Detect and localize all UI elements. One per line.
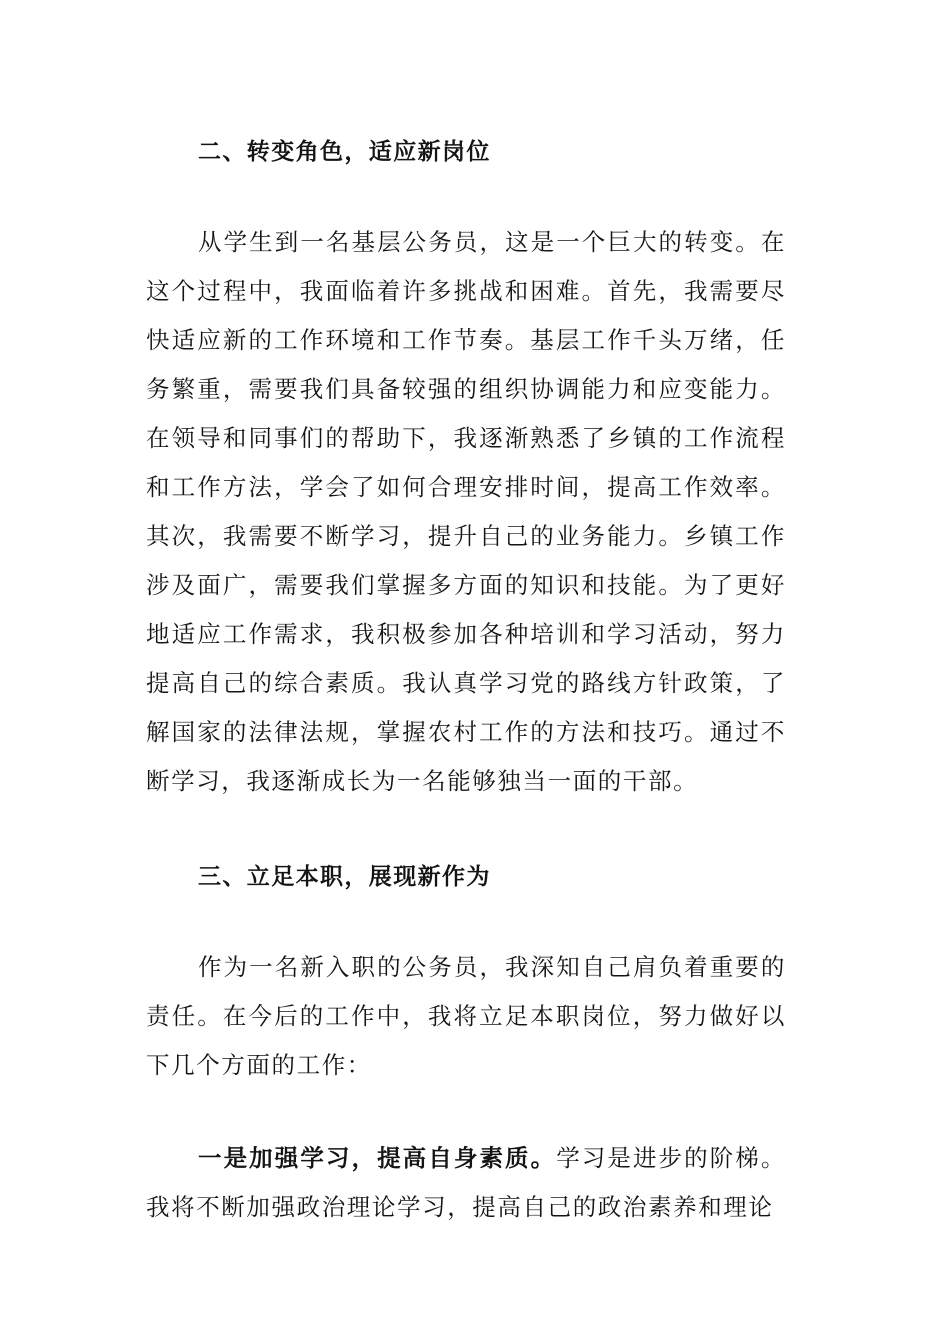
section-2-paragraph: 从学生到一名基层公务员，这是一个巨大的转变。在这个过程中，我面临着许多挑战和困难。首先，我需要尽快适应新的工作环境和工作节奏。基层工作千头万绪，任务繁重，需要我们具备较强的组织协调能力和应变能力。在领导和同事们的帮助下，我逐渐熟悉了乡镇的工作流程和工作方法，学会了如何合理安排时间，提高工作效率。其次，我需要不断学习，提升自己的业务能力。乡镇工作涉及面广，需要我们掌握多方面的知识和技能。为了更好地适应工作需求，我积极参加各种培训和学习活动，努力提高自己的综合素质。我认真学习党的路线方针政策，了解国家的法律法规，掌握农村工作的方法和技巧。通过不断学习，我逐渐成长为一名能够独当一面的干部。: [146, 228, 786, 795]
point-1-text: 学习是进步的阶梯。我将不断加强政治理论学习，提高自己的政治素养和理论: [146, 1144, 786, 1221]
section-heading-3: 三、立足本职，展现新作为: [198, 864, 491, 890]
spacer: [146, 177, 786, 218]
spacer: [146, 806, 786, 853]
section-3-intro-paragraph: 作为一名新入职的公务员，我深知自己肩负着重要的责任。在今后的工作中，我将立足本职岗位，努力做好以下几个方面的工作：: [146, 953, 786, 1079]
spacer: [146, 902, 786, 943]
document-body: [146, 128, 786, 1232]
point-1-paragraph: [146, 1134, 786, 1232]
point-1-lead: 一是加强学习，提高自身素质。: [198, 1144, 557, 1172]
spacer: [146, 1090, 786, 1134]
section-heading-2: 二、转变角色，适应新岗位: [198, 139, 491, 165]
